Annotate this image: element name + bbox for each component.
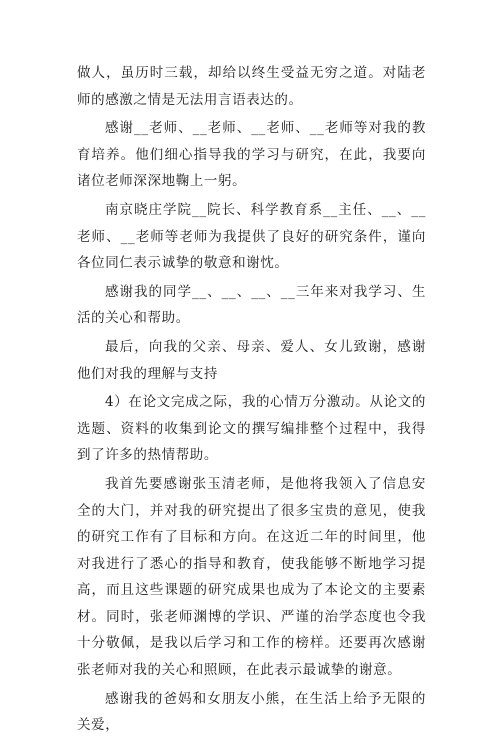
paragraph-2: 感谢__老师、__老师、__老师、__老师等对我的教育培养。他们细心指导我的学习与研究，在此，我要向诸位老师深深地鞠上一躬。: [77, 120, 426, 190]
paragraph-4: 感谢我的同学__、__、__、__三年来对我学习、生活的关心和帮助。: [77, 283, 426, 327]
paragraph-6: 4）在论文完成之际，我的心情万分激动。从论文的选题、资料的收集到论文的撰写编排整个过程中，我得到了许多的热情帮助。: [77, 394, 426, 464]
paragraph-3: 南京晓庄学院__院长、科学教育系__主任、__、__老师、__老师等老师为我提供了良好的研究条件，谨向各位同仁表示诚挚的敬意和谢忱。: [77, 201, 426, 272]
paragraph-8: 感谢我的爸妈和女朋友小熊，在生活上给予无限的关爱，: [77, 690, 426, 734]
paragraph-5: 最后，向我的父亲、母亲、爱人、女儿致谢，感谢他们对我的理解与支持: [77, 338, 426, 382]
paragraph-1: 做人，虽历时三载，却给以终生受益无穷之道。对陆老师的感激之情是无法用言语表达的。: [77, 65, 426, 108]
paragraph-7: 我首先要感谢张玉清老师，是他将我领入了信息安全的大门，并对我的研究提出了很多宝贵的意见，使我的研究工作有了目标和方向。在这近二年的时间里，他对我进行了悉心的指导和教育，使我能够不断地学习提高，而且这些课题的研究成果也成为了本论文的主要素材。同时，张老师渊博的学识、严谨的治学态度也令我十分敬佩，是我以后学习和工作的榜样。还要再次感谢张老师对我的关心和照顾，在此表示最诚挚的谢意。: [77, 475, 426, 679]
document-page: [77, 60, 426, 741]
